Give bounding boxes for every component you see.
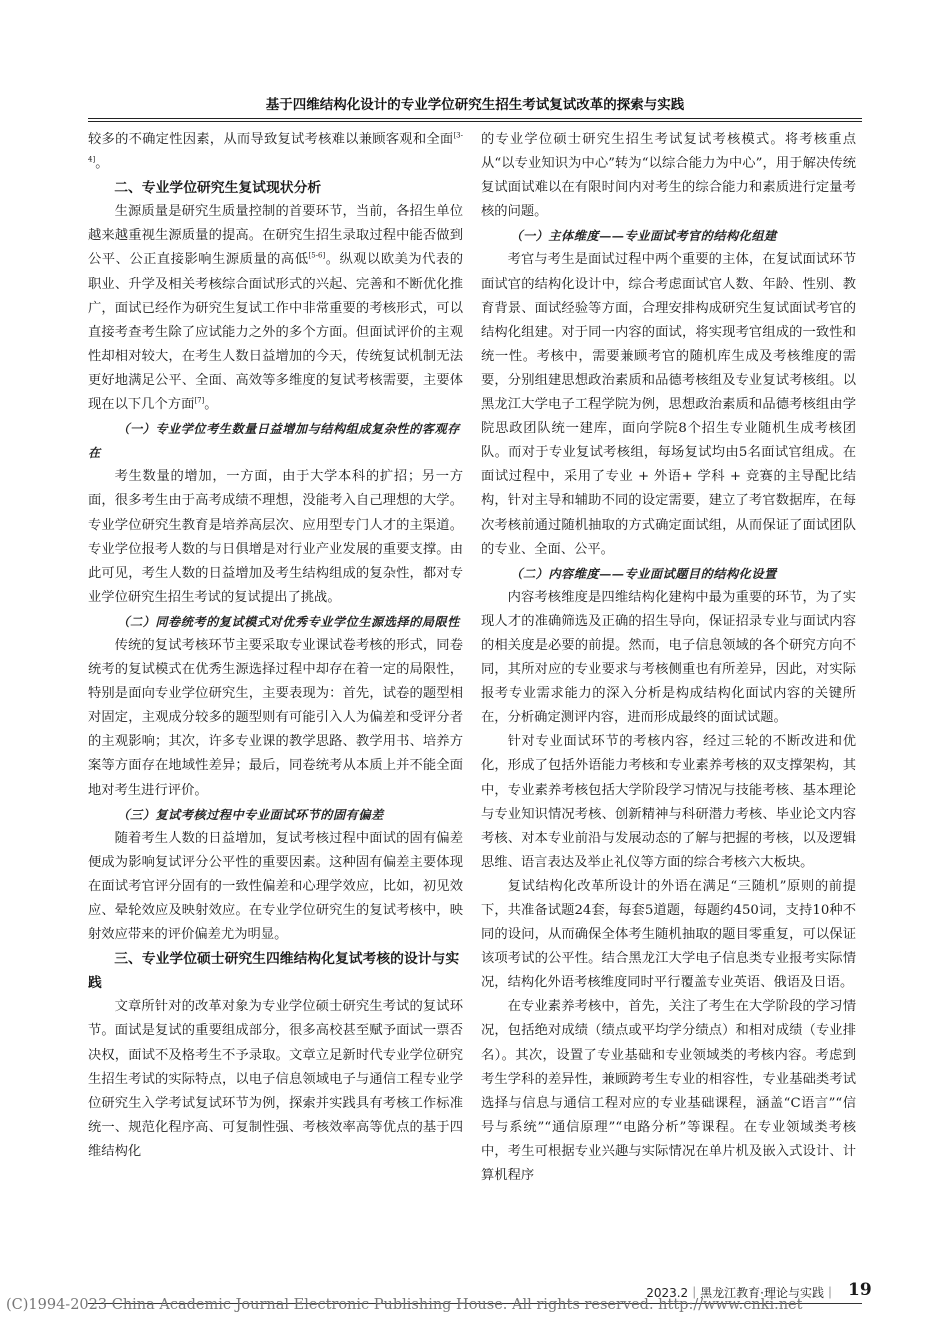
paragraph: 复试结构化改革所设计的外语在满足“三随机”原则的前提下，共准备试题24套，每套5道题，每题约450词，支持10种不同的设问，从而确保全体考生随机抽取的题目零重复，可以保证该项考试的公平性。结合黑龙江大学电子信息类专业报考实际情况，结构化外语考核维度同时平行覆盖专业英语、俄语及日语。 [481,878,856,991]
section-heading: 二、专业学位研究生复试现状分析 [114,180,322,197]
page-number: 19 [848,1280,872,1300]
text: 。 [204,397,218,413]
paragraph: 针对专业面试环节的考核内容，经过三轮的不断改进和优化，形成了包括外语能力考核和专业素养考核的双支撑架构，其中，专业素养考核包括大学阶段学习情况与技能考核、基本理论与专业知识情况考核、创新精神与科研潜力考核、毕业论文内容考核、对本专业前沿与发展动态的了解与把握的考核，以及逻辑思维、语言表达及举止礼仪等方面的综合考核六大板块。 [481,734,856,870]
right-column [481,128,856,1188]
citation: [7] [194,396,205,405]
paragraph: 内容考核维度是四维结构化建构中最为重要的环节，为了实现人才的准确筛选及正确的招生导向，保证招录专业与面试内容的相关度是必要的前提。然而，电子信息领域的各个研究方向不同，其所对应的专业要求与考核侧重也有所差异，因此，对实际报考专业需求能力的深入分析是构成结构化面试内容的关键所在，分析确定测评内容，进而形成最终的面试试题。 [481,589,856,726]
paragraph: 在专业素养考核中，首先，关注了考生在大学阶段的学习情况，包括绝对成绩（绩点或平均学分绩点）和相对成绩（专业排名）。其次，设置了专业基础和专业领域类的考核内容。考虑到考生学科的差异性，兼顾跨考生专业的相容性，专业基础类考试选择与信息与通信工程对应的专业基础课程，涵盖“C语言”“信号与系统”“通信原理”“电路分析”等课程。在专业领域类考核中，考生可根据专业兴趣与实际情况在单片机及嵌入式设计、计算机程序 [481,999,856,1184]
paragraph: 传统的复试考核环节主要采取专业课试卷考核的形式，同卷统考的复试模式在优秀生源选择过程中却存在着一定的局限性，特别是面向专业学位研究生，主要表现为：首先，试卷的题型相对固定，主观成分较多的题型则有可能引入人为偏差和受评分者的主观影响；其次，许多专业课的教学思路、教学用书、培养方案等方面存在地域性差异；最后，同卷统考从本质上并不能全面地对考生进行评价。 [88,637,463,798]
copyright-watermark: (C)1994-2023 China Academic Journal Electronic Publishing House. All rights reserved. http://www.cnki.net [6,1297,803,1313]
citation: [5-6] [308,252,326,261]
paragraph: 考生数量的增加，一方面，由于大学本科的扩招；另一方面，很多考生由于高考成绩不理想，没能考入自己理想的大学。专业学位研究生教育是培养高层次、应用型专门人才的主渠道。专业学位报考人数的与日俱增是对行业产业发展的重要支撑。由此可见，考生人数的日益增加及考生结构组成的复杂性，都对专业学位研究生招生考试的复试提出了挑战。 [88,469,463,605]
left-column [88,128,463,1164]
paragraph: 考官与考生是面试过程中两个重要的主体，在复试面试环节面试官的结构化设计中，综合考虑面试官人数、年龄、性别、教育背景、面试经验等方面，合理安排构成研究生复试面试考官的结构化组建。对于同一内容的面试，将实现考官组成的一致性和统一性。考核中，需要兼顾考官的随机库生成及考核维度的需要，分别组建思想政治素质和品德考核组及专业复试考核组。以黑龙江大学电子工程学院为例，思想政治素质和品德考核组由学院思政团队统一建库，面向学院8个招生专业随机生成考核团队。而对于专业复试考核组，每场复试均由5名面试官组成。在面试过程中，采用了专业 + 外语+ 学科 + 竞赛的主导配比结构，针对主导和辅助不同的设定需要，建立了考官数据库，在每次考核前通过随机抽取的方式确定面试组，从而保证了面试团队的专业、全面、公平。 [481,252,856,557]
text: 。 [95,156,109,172]
subsection-heading: （一）专业学位考生数量日益增加与结构组成复杂性的客观存在 [88,422,460,461]
paragraph: 文章所针对的改革对象为专业学位硕士研究生考试的复试环节。面试是复试的重要组成部分，很多高校甚至赋予面试一票否决权，面试不及格考生不予录取。文章立足新时代专业学位研究生招生考试的实际特点，以电子信息领域电子与通信工程专业学位研究生入学考试复试环节为例，探索并实践具有考核工作标准统一、规范化程序高、可复制性强、考核效率高等优点的基于四维结构化 [88,999,463,1159]
paragraph [88,128,463,176]
subsection-heading: （二）同卷统考的复试模式对优秀专业学位生源选择的局限性 [117,614,460,629]
text: 。纵观以欧美为代表的职业、升学及相关考核综合面试形式的兴起、完善和不断优化推广，面试已经作为研究生复试工作中非常重要的考核形式，可以直接考查考生除了应试能力之外的多个方面。但面试评价的主观性却相对较大，在考生人数日益增加的今天，传统复试机制无法更好地满足公平、全面、高效等多维度的复试考核需要，主要体现在以下几个方面 [88,252,464,413]
text: 较多的不确定性因素，从而导致复试考核难以兼顾客观和全面 [88,132,454,147]
section-heading: 三、专业学位硕士研究生四维结构化复试考核的设计与实践 [88,951,460,992]
subsection-heading: （三）复试考核过程中专业面试环节的固有偏差 [117,807,384,822]
paragraph: 的专业学位硕士研究生招生考试复试考核模式。将考核重点从“以专业知识为中心”转为“以综合能力为中心”，用于解决传统复试面试难以在有限时间内对考生的综合能力和素质进行定量考核的问题。 [481,132,856,220]
paragraph [88,200,463,417]
subsection-heading: （二）内容维度——专业面试题目的结构化设置 [510,566,777,581]
citation: [3-4] [88,131,463,164]
text: 生源质量是研究生质量控制的首要环节，当前，各招生单位越来越重视生源质量的提高。在研究生招生录取过程中能否做到公平、公正直接影响生源质量的高低 [88,204,463,268]
header-rule [88,118,862,122]
running-header: 基于四维结构化设计的专业学位研究生招生考试复试改革的探索与实践 [265,97,685,113]
journal-issue: 2023.2｜黑龙江教育·理论与实践｜ [646,1286,836,1300]
paragraph: 随着考生人数的日益增加，复试考核过程中面试的固有偏差便成为影响复试评分公平性的重要因素。这种固有偏差主要体现在面试考官评分固有的一致性偏差和心理学效应，比如，初见效应、晕轮效应及映射效应。在专业学位研究生的复试考核中，映射效应带来的评价偏差尤为明显。 [88,830,463,943]
subsection-heading: （一）主体维度——专业面试考官的结构化组建 [510,229,777,244]
